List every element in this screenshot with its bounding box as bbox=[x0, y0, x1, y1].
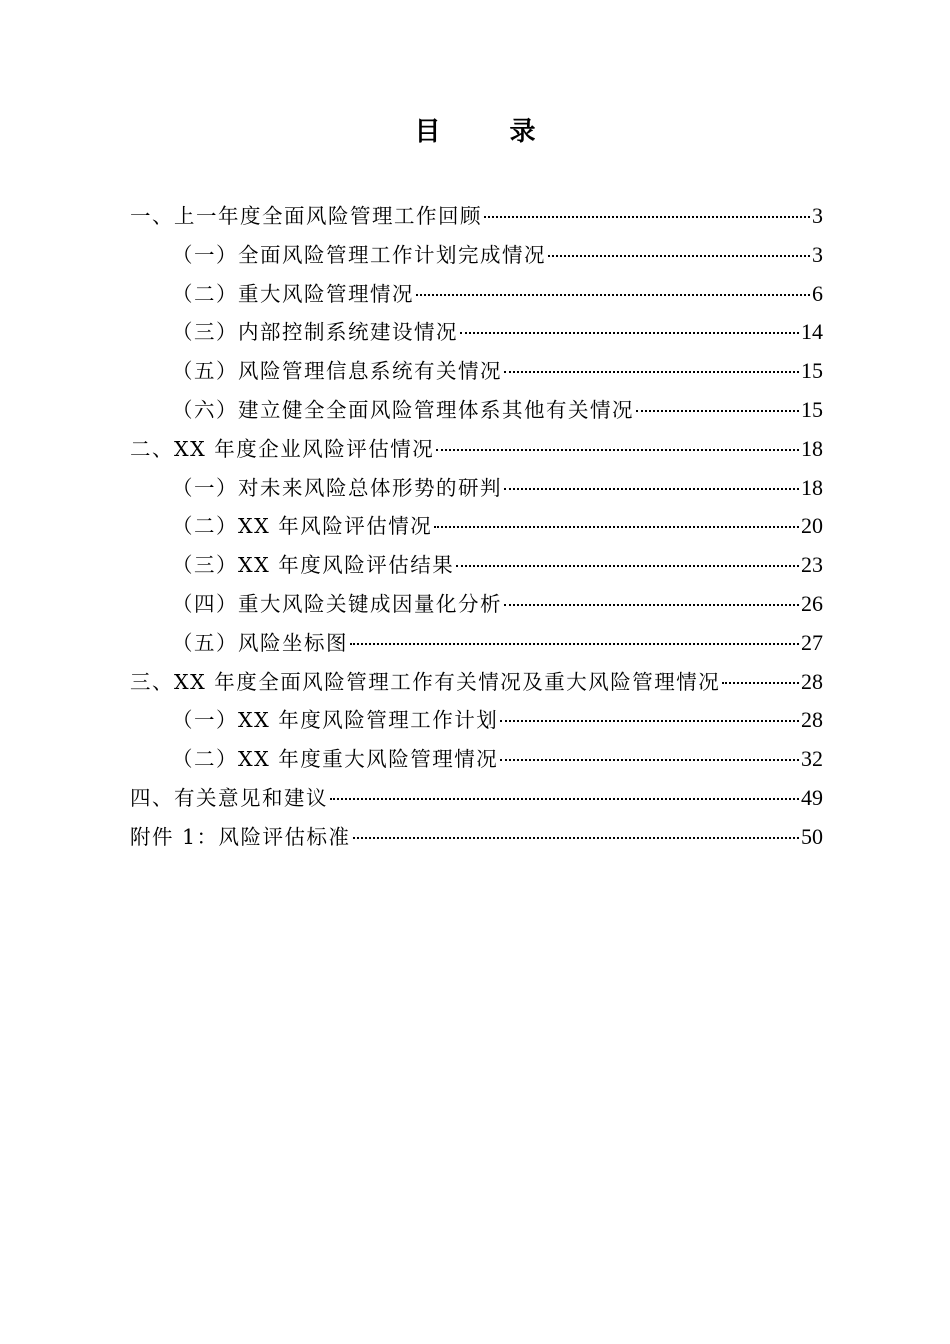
toc-entry-text: （五）风险管理信息系统有关情况 bbox=[172, 359, 502, 384]
toc-title: 目 录 bbox=[414, 117, 566, 147]
table-of-contents bbox=[130, 197, 823, 857]
toc-entry[interactable] bbox=[130, 391, 823, 430]
toc-dot-leader bbox=[722, 682, 799, 684]
toc-page-number: 3 bbox=[812, 203, 823, 228]
toc-page-number: 28 bbox=[801, 707, 823, 733]
toc-dot-leader bbox=[436, 449, 799, 451]
toc-entry[interactable] bbox=[130, 740, 823, 779]
toc-entry-text: （一）对未来风险总体形势的研判 bbox=[172, 475, 502, 500]
toc-page-number: 18 bbox=[801, 474, 823, 500]
toc-entry-text: （一）XX 年度风险管理工作计划 bbox=[172, 708, 499, 733]
toc-entry-text: （六）建立健全全面风险管理体系其他有关情况 bbox=[172, 397, 634, 422]
toc-entry[interactable] bbox=[130, 430, 823, 469]
toc-entry[interactable] bbox=[130, 546, 823, 585]
toc-page-number: 3 bbox=[812, 241, 823, 267]
toc-page-number: 26 bbox=[801, 590, 823, 616]
toc-dot-leader bbox=[434, 526, 799, 528]
toc-entry[interactable] bbox=[130, 352, 823, 391]
toc-entry-text: （二）XX 年风险评估情况 bbox=[172, 514, 433, 539]
toc-dot-leader bbox=[456, 565, 799, 567]
toc-page-number: 28 bbox=[801, 668, 823, 694]
toc-entry[interactable] bbox=[130, 507, 823, 546]
toc-dot-leader bbox=[504, 371, 799, 373]
toc-entry-text: 附件 1：风险评估标准 bbox=[130, 824, 351, 849]
toc-entry-text: （三）内部控制系统建设情况 bbox=[172, 320, 458, 345]
toc-entry-text: 二、XX 年度企业风险评估情况 bbox=[130, 436, 435, 461]
toc-page-number: 20 bbox=[801, 513, 823, 539]
toc-page-number: 50 bbox=[801, 823, 823, 849]
toc-entry[interactable] bbox=[130, 818, 823, 857]
toc-entry-text: （三）XX 年度风险评估结果 bbox=[172, 553, 455, 578]
toc-page-number: 18 bbox=[801, 435, 823, 461]
toc-dot-leader bbox=[500, 720, 799, 722]
toc-entry[interactable] bbox=[130, 779, 823, 818]
toc-page-number: 15 bbox=[801, 396, 823, 422]
toc-dot-leader bbox=[484, 216, 810, 218]
toc-page-number: 6 bbox=[812, 280, 823, 306]
toc-entry-text: 四、有关意见和建议 bbox=[130, 785, 328, 810]
toc-entry[interactable] bbox=[130, 701, 823, 740]
toc-entry[interactable] bbox=[130, 236, 823, 275]
toc-entry[interactable] bbox=[130, 313, 823, 352]
toc-entry[interactable] bbox=[130, 197, 823, 236]
toc-entry-text: （一）全面风险管理工作计划完成情况 bbox=[172, 242, 546, 267]
toc-entry[interactable] bbox=[130, 624, 823, 663]
toc-entry-text: （五）风险坐标图 bbox=[172, 630, 348, 655]
toc-dot-leader bbox=[636, 410, 799, 412]
toc-page-number: 32 bbox=[801, 746, 823, 772]
toc-page-number: 14 bbox=[801, 319, 823, 345]
toc-page-number: 23 bbox=[801, 552, 823, 578]
toc-entry[interactable] bbox=[130, 469, 823, 508]
toc-dot-leader bbox=[350, 643, 799, 645]
toc-entry[interactable] bbox=[130, 275, 823, 314]
toc-dot-leader bbox=[330, 798, 799, 800]
toc-page-number: 15 bbox=[801, 358, 823, 384]
toc-entry-text: （四）重大风险关键成因量化分析 bbox=[172, 591, 502, 616]
toc-page-number: 49 bbox=[801, 784, 823, 810]
toc-entry[interactable] bbox=[130, 585, 823, 624]
toc-dot-leader bbox=[500, 759, 799, 761]
toc-dot-leader bbox=[548, 255, 810, 257]
toc-entry-text: 三、XX 年度全面风险管理工作有关情况及重大风险管理情况 bbox=[130, 669, 721, 694]
toc-entry-text: （二）重大风险管理情况 bbox=[172, 281, 414, 306]
toc-entry-text: 一、上一年度全面风险管理工作回顾 bbox=[130, 204, 482, 228]
toc-dot-leader bbox=[504, 604, 799, 606]
toc-dot-leader bbox=[460, 332, 799, 334]
toc-page-number: 27 bbox=[801, 629, 823, 655]
toc-dot-leader bbox=[353, 837, 799, 839]
toc-dot-leader bbox=[416, 294, 810, 296]
toc-entry[interactable] bbox=[130, 663, 823, 702]
toc-dot-leader bbox=[504, 488, 799, 490]
toc-entry-text: （二）XX 年度重大风险管理情况 bbox=[172, 747, 499, 772]
